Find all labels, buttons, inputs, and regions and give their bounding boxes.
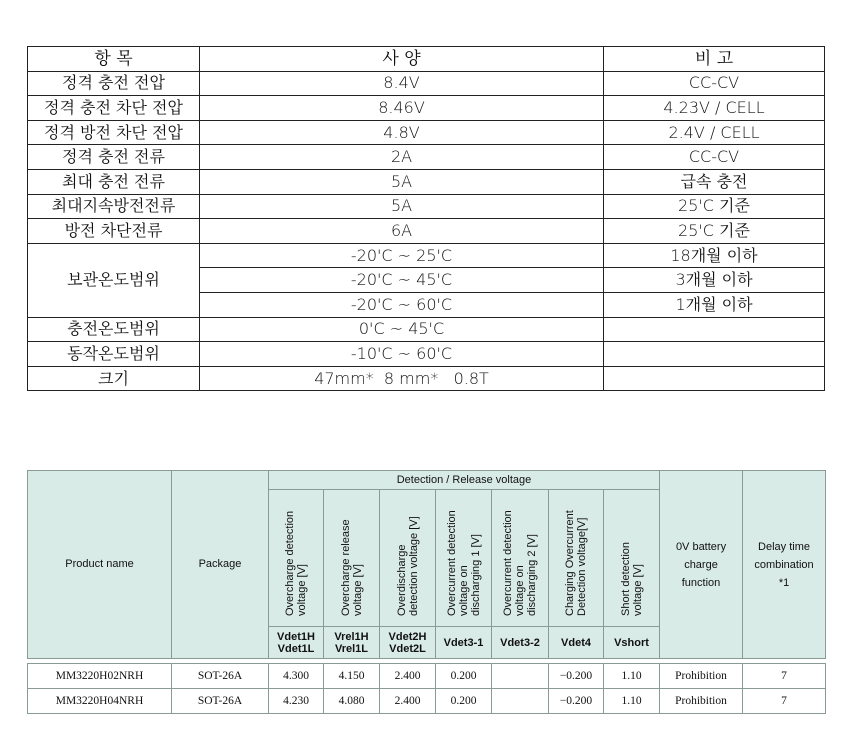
spec-row	[28, 96, 825, 121]
storage-note: 18개월 이하	[604, 243, 825, 268]
cell-vdet3-1: 0.200	[436, 689, 492, 714]
cell-vdet2: 2.400	[380, 689, 436, 714]
spec-row	[28, 317, 825, 342]
spec-value: 8.46V	[200, 96, 604, 121]
cell-vdet1: 4.230	[269, 689, 324, 714]
storage-row	[28, 243, 825, 268]
spec-item: 최대 충전 전류	[28, 169, 200, 194]
spec-item: 충전온도범위	[28, 317, 200, 342]
spec-row	[28, 169, 825, 194]
header-overcurrent-discharging-1: Overcurrent detection voltage on discharging 1 [V]	[436, 490, 492, 627]
battery-spec-table	[27, 46, 825, 391]
cell-delay: 7	[743, 689, 826, 714]
cell-product: MM3220H02NRH	[28, 664, 172, 689]
spec-row	[28, 366, 825, 391]
table-row	[28, 664, 826, 689]
symbol-vdet2: Vdet2H Vdet2L	[380, 627, 436, 659]
header-item: 항 목	[28, 47, 200, 72]
cell-vdet3-2	[492, 664, 549, 689]
storage-note: 1개월 이하	[604, 292, 825, 317]
symbol-vdet4: Vdet4	[549, 627, 604, 659]
header-short-detection: Short detection voltage [V]	[604, 490, 660, 627]
spec-item: 최대지속방전전류	[28, 194, 200, 219]
spec-value: 2A	[200, 145, 604, 170]
spec-item: 방전 차단전류	[28, 219, 200, 244]
header-package: Package	[172, 471, 269, 659]
header-charging-overcurrent: Charging Overcurrent Detection voltage[V]	[549, 490, 604, 627]
spec-item: 정격 충전 전류	[28, 145, 200, 170]
cell-package: SOT-26A	[172, 664, 269, 689]
header-overcurrent-discharging-2: Overcurrent detection voltage on discharging 2 [V]	[492, 490, 549, 627]
cell-0v-battery: Prohibition	[660, 664, 743, 689]
spec-row	[28, 145, 825, 170]
cell-0v-battery: Prohibition	[660, 689, 743, 714]
table-row	[28, 689, 826, 714]
cell-vdet4: −0.200	[549, 689, 604, 714]
header-spec: 사 양	[200, 47, 604, 72]
header-overcharge-release: Overcharge release voltage [V]	[324, 490, 380, 627]
spec-row	[28, 219, 825, 244]
symbol-vshort: Vshort	[604, 627, 660, 659]
cell-vdet3-2	[492, 689, 549, 714]
symbol-vdet3-2: Vdet3-2	[492, 627, 549, 659]
spec-note	[604, 342, 825, 367]
cell-vrel1: 4.080	[324, 689, 380, 714]
spec-row	[28, 71, 825, 96]
storage-note: 3개월 이하	[604, 268, 825, 293]
storage-spec: -20'C ~ 25'C	[200, 243, 604, 268]
header-overdischarge-detection: Overdischarge detection voltage [V]	[380, 490, 436, 627]
cell-vrel1: 4.150	[324, 664, 380, 689]
storage-item: 보관온도범위	[28, 243, 200, 317]
detection-release-voltage-table	[27, 470, 826, 714]
header-detection-release-group: Detection / Release voltage	[269, 471, 660, 490]
spec-note: 2.4V / CELL	[604, 120, 825, 145]
cell-package: SOT-26A	[172, 689, 269, 714]
spec-row	[28, 342, 825, 367]
spec-item: 정격 방전 차단 전압	[28, 120, 200, 145]
spec-value: -10'C ~ 60'C	[200, 342, 604, 367]
header-product-name: Product name	[28, 471, 172, 659]
spec-header-row	[28, 47, 825, 72]
spec-value: 47mm* 8 mm* 0.8T	[200, 366, 604, 391]
spec-note: CC-CV	[604, 145, 825, 170]
spec-value: 6A	[200, 219, 604, 244]
spec-row	[28, 120, 825, 145]
spec-value: 5A	[200, 194, 604, 219]
spec-item: 동작온도범위	[28, 342, 200, 367]
spec-note: 25'C 기준	[604, 219, 825, 244]
storage-spec: -20'C ~ 60'C	[200, 292, 604, 317]
header-note: 비 고	[604, 47, 825, 72]
spec-note	[604, 317, 825, 342]
spec-note: 25'C 기준	[604, 194, 825, 219]
spec-item: 정격 충전 전압	[28, 71, 200, 96]
symbol-vdet3-1: Vdet3-1	[436, 627, 492, 659]
spec-note	[604, 366, 825, 391]
spec-note: CC-CV	[604, 71, 825, 96]
cell-delay: 7	[743, 664, 826, 689]
symbol-vrel1: Vrel1H Vrel1L	[324, 627, 380, 659]
symbol-vdet1: Vdet1H Vdet1L	[269, 627, 324, 659]
cell-vdet4: −0.200	[549, 664, 604, 689]
spec-item: 정격 충전 차단 전압	[28, 96, 200, 121]
spec-row	[28, 194, 825, 219]
cell-product: MM3220H04NRH	[28, 689, 172, 714]
spec-value: 4.8V	[200, 120, 604, 145]
cell-vshort: 1.10	[604, 664, 660, 689]
header-overcharge-detection: Overcharge detection voltage [V]	[269, 490, 324, 627]
cell-vdet3-1: 0.200	[436, 664, 492, 689]
spec-value: 0'C ~ 45'C	[200, 317, 604, 342]
spec-note: 급속 충전	[604, 169, 825, 194]
spec-value: 8.4V	[200, 71, 604, 96]
header-delay-time: Delay time combination *1	[743, 471, 826, 659]
cell-vdet2: 2.400	[380, 664, 436, 689]
spec-value: 5A	[200, 169, 604, 194]
spec-item: 크기	[28, 366, 200, 391]
storage-spec: -20'C ~ 45'C	[200, 268, 604, 293]
cell-vdet1: 4.300	[269, 664, 324, 689]
header-0v-battery-charge: 0V battery charge function	[660, 471, 743, 659]
spec-note: 4.23V / CELL	[604, 96, 825, 121]
cell-vshort: 1.10	[604, 689, 660, 714]
